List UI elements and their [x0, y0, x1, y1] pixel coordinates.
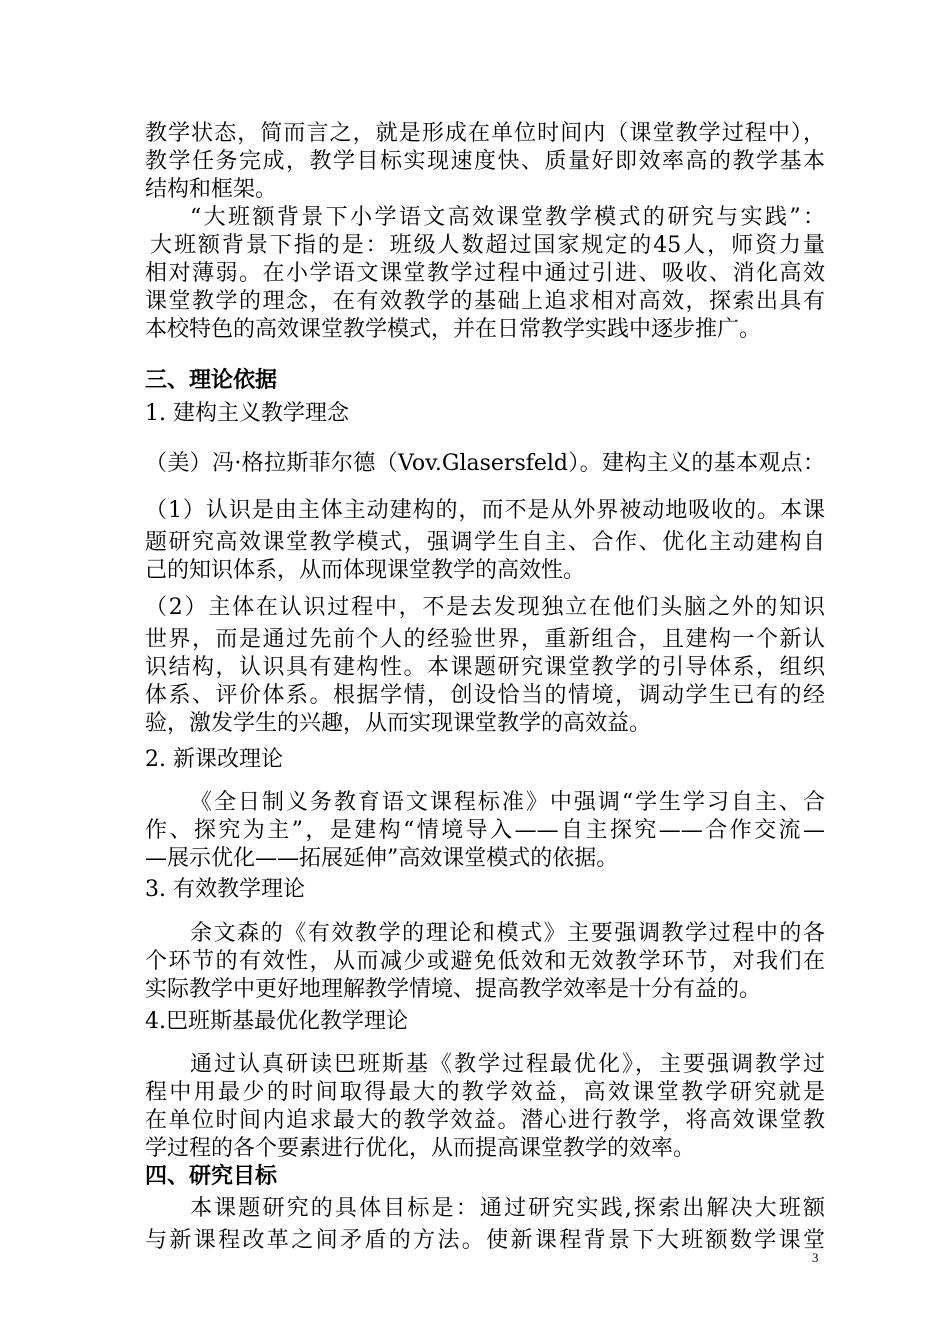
text-line: 识结构，认识具有建构性。本课题研究课堂教学的引导体系，组织 — [145, 655, 825, 680]
text-line: 题研究高效课堂教学模式，强调学生自主、合作、优化主动建构自 — [145, 530, 825, 555]
section-heading: 三、理论依据 — [145, 367, 278, 393]
text-line: 在单位时间内追求最大的教学效益。潜心进行教学，将高效课堂教 — [145, 1108, 825, 1133]
text-line: 余文森的《有效教学的理论和模式》主要强调教学过程中的各 — [190, 921, 825, 946]
text-line: 学过程的各个要素进行优化，从而提高课堂教学的效率。 — [145, 1136, 696, 1161]
text-line: 作、探究为主”，是建构“情境导入——自主探究——合作交流— — [145, 818, 825, 843]
text-line: 本课题研究的具体目标是：通过研究实践,探索出解决大班额 — [190, 1196, 825, 1221]
section-heading: 四、研究目标 — [145, 1163, 278, 1189]
text-line: 本校特色的高效课堂教学模式，并在日常教学实践中逐步推广。 — [145, 317, 762, 342]
text-line: 通过认真研读巴班斯基《教学过程最优化》，主要强调教学过 — [190, 1052, 825, 1077]
text-line: 个环节的有效性，从而减少或避免低效和无效教学环节，对我们在 — [145, 949, 825, 974]
text-line: 大班额背景下指的是：班级人数超过国家规定的45人，师资力量 — [150, 233, 825, 258]
subsection-heading: 2. 新课改理论 — [145, 747, 283, 772]
text-line: “大班额背景下小学语文高效课堂教学模式的研究与实践”： — [190, 205, 825, 230]
page-number: 3 — [812, 1250, 819, 1265]
subsection-heading: 3. 有效教学理论 — [145, 877, 305, 902]
text-line: （美）冯·格拉斯菲尔德（Vov.Glasersfeld）。建构主义的基本观点： — [145, 451, 825, 476]
subsection-heading: 4.巴班斯基最优化教学理论 — [145, 1009, 408, 1034]
text-line: 世界，而是通过先前个人的经验世界，重新组合，且建构一个新认 — [145, 627, 825, 652]
text-line: 与新课程改革之间矛盾的方法。使新课程背景下大班额数学课堂 — [145, 1228, 825, 1253]
text-line: 结构和框架。 — [145, 177, 278, 202]
text-line: 教学状态，简而言之，就是形成在单位时间内（课堂教学过程中）， — [145, 121, 825, 146]
text-line: 体系、评价体系。根据学情，创设恰当的情境，调动学生已有的经 — [145, 683, 825, 708]
text-line: 相对薄弱。在小学语文课堂教学过程中通过引进、吸收、消化高效 — [145, 261, 825, 286]
text-line: 实际教学中更好地理解教学情境、提高教学效率是十分有益的。 — [145, 977, 762, 1002]
text-line: 课堂教学的理念，在有效教学的基础上追求相对高效，探索出具有 — [145, 289, 825, 314]
subsection-heading: 1. 建构主义教学理念 — [145, 401, 349, 426]
text-line: 验，激发学生的兴趣，从而实现课堂教学的高效益。 — [145, 711, 652, 736]
text-line: —展示优化——拓展延伸”高效课堂模式的依据。 — [145, 846, 619, 871]
text-line: 教学任务完成，教学目标实现速度快、质量好即效率高的教学基本 — [145, 149, 825, 174]
text-line: 己的知识体系，从而体现课堂教学的高效性。 — [145, 558, 586, 583]
text-line: （1）认识是由主体主动建构的，而不是从外界被动地吸收的。本课 — [145, 498, 825, 523]
text-line: （2）主体在认识过程中，不是去发现独立在他们头脑之外的知识 — [145, 595, 825, 620]
text-line: 《全日制义务教育语文课程标准》中强调“学生学习自主、合 — [190, 790, 825, 815]
text-line: 程中用最少的时间取得最大的教学效益，高效课堂教学研究就是 — [145, 1080, 825, 1105]
